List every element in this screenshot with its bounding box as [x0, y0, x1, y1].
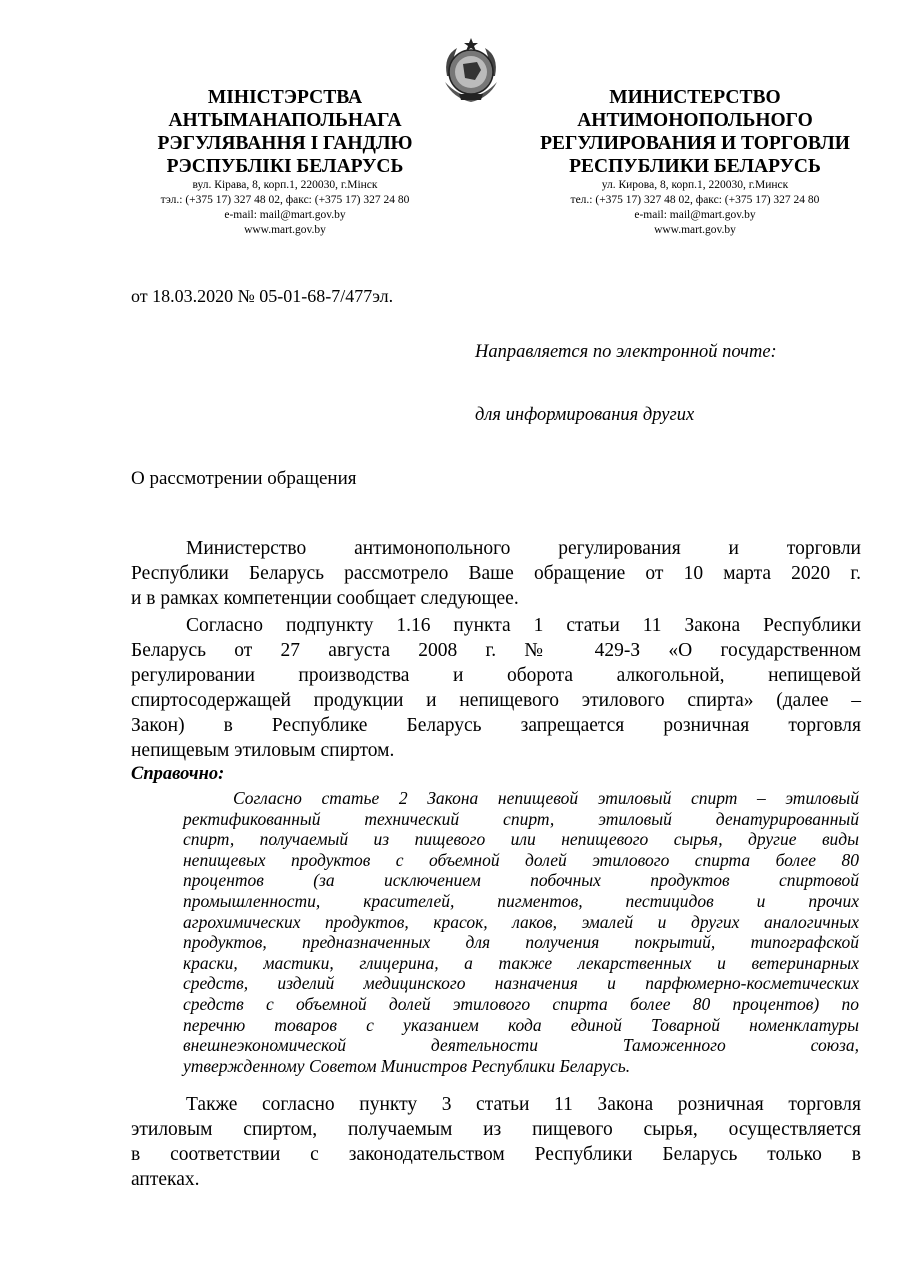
- address: ул. Кирова, 8, корп.1, 220030, г.Минск: [601, 179, 789, 191]
- text-line: Беларусь от 27 августа 2008 г. № 429-З «О государственном: [131, 640, 861, 661]
- org-name-line: РЕСПУБЛИКИ БЕЛАРУСЬ: [569, 156, 821, 177]
- subject-line: О рассмотрении обращения: [131, 468, 357, 489]
- text-line: процентов (за исключением побочных продуктов спиртовой: [183, 870, 859, 891]
- registration-number: от 18.03.2020 № 05-01-68-7/477эл.: [131, 286, 394, 306]
- email: e-mail: mail@mart.gov.by: [634, 209, 756, 221]
- text-line: этиловым спиртом, получаемым из пищевого сырья, осуществляется: [131, 1119, 861, 1140]
- text-line: спиртосодержащей продукции и непищевого этилового спирта» (далее –: [131, 690, 861, 711]
- text-line: аптеках.: [131, 1169, 200, 1190]
- text-line: средств с объемной долей этилового спирта более 80 процентов) по: [183, 993, 859, 1014]
- phone: тэл.: (+375 17) 327 48 02, факс: (+375 17) 327 24 80: [160, 194, 410, 206]
- text-line: и в рамках компетенции сообщает следующее.: [131, 588, 519, 609]
- text-line: средств, изделий медицинского назначения и парфюмерно-косметических: [183, 973, 859, 994]
- org-name-line: МІНІСТЭРСТВА: [207, 87, 363, 108]
- org-name-line: РЭГУЛЯВАННЯ І ГАНДЛЮ: [157, 133, 413, 154]
- website: www.mart.gov.by: [654, 224, 736, 236]
- text-line: спирт, получаемый из пищевого или непищевого сырья, другие виды: [183, 829, 859, 850]
- text-line: Закон) в Республике Беларусь запрещается розничная торговля: [131, 715, 861, 736]
- text-line: Согласно статье 2 Закона непищевой этиловый спирт – этиловый: [233, 788, 859, 808]
- text-line: промышленности, красителей, пигментов, пестицидов и прочих: [183, 890, 859, 911]
- text-line: агрохимических продуктов, красок, лаков, эмалей и других аналогичных: [183, 911, 859, 932]
- reference-text: [183, 788, 859, 1076]
- text-line: продуктов, предназначенных для получения покрытий, типографской: [183, 932, 859, 953]
- header-left: [110, 86, 460, 238]
- text-line: Министерство антимонопольного регулирования и торговли: [186, 538, 861, 559]
- org-name-line: АНТЫМАНАПОЛЬНАГА: [168, 110, 402, 131]
- org-name-line: МИНИСТЕРСТВО: [609, 87, 781, 108]
- text-line: Согласно подпункту 1.16 пункта 1 статьи 11 Закона Республики: [186, 615, 861, 636]
- text-line: внешнеэкономической деятельности Таможенного союза,: [183, 1035, 859, 1056]
- addressee: для информирования других: [475, 405, 695, 425]
- email: e-mail: mail@mart.gov.by: [224, 209, 346, 221]
- delivery-note: Направляется по электронной почте:: [475, 342, 777, 362]
- org-name-line: РЭСПУБЛІКІ БЕЛАРУСЬ: [166, 156, 404, 177]
- text-line: в соответствии с законодательством Республики Беларусь только в: [131, 1144, 861, 1165]
- reference-label: Справочно:: [131, 764, 225, 784]
- phone: тел.: (+375 17) 327 48 02, факс: (+375 17) 327 24 80: [570, 194, 820, 206]
- paragraph-pharmacy: [131, 1092, 861, 1192]
- address: вул. Кірава, 8, корп.1, 220030, г.Мінск: [192, 179, 378, 191]
- paragraph-intro: [131, 536, 861, 611]
- text-line: перечню товаров с указанием кода единой Товарной номенклатуры: [183, 1014, 859, 1035]
- text-line: Также согласно пункту 3 статьи 11 Закона розничная торговля: [186, 1094, 861, 1115]
- text-line: ректификованный технический спирт, этиловый денатурированный: [183, 808, 859, 829]
- text-line: непищевым этиловым спиртом.: [131, 740, 395, 761]
- text-line: Республики Беларусь рассмотрело Ваше обращение от 10 марта 2020 г.: [131, 563, 861, 584]
- website: www.mart.gov.by: [244, 224, 326, 236]
- header-right: [520, 86, 870, 238]
- text-line: утвержденному Советом Министров Республики Беларусь.: [183, 1055, 631, 1076]
- text-line: непищевых продуктов с объемной долей этилового спирта более 80: [183, 849, 859, 870]
- org-name-line: РЕГУЛИРОВАНИЯ И ТОРГОВЛИ: [540, 133, 850, 154]
- org-name-line: АНТИМОНОПОЛЬНОГО: [577, 110, 813, 131]
- text-line: краски, мастики, глицерина, а также лекарственных и ветеринарных: [183, 952, 859, 973]
- paragraph-law: [131, 613, 861, 763]
- text-line: регулировании производства и оборота алкогольной, непищевой: [131, 665, 861, 686]
